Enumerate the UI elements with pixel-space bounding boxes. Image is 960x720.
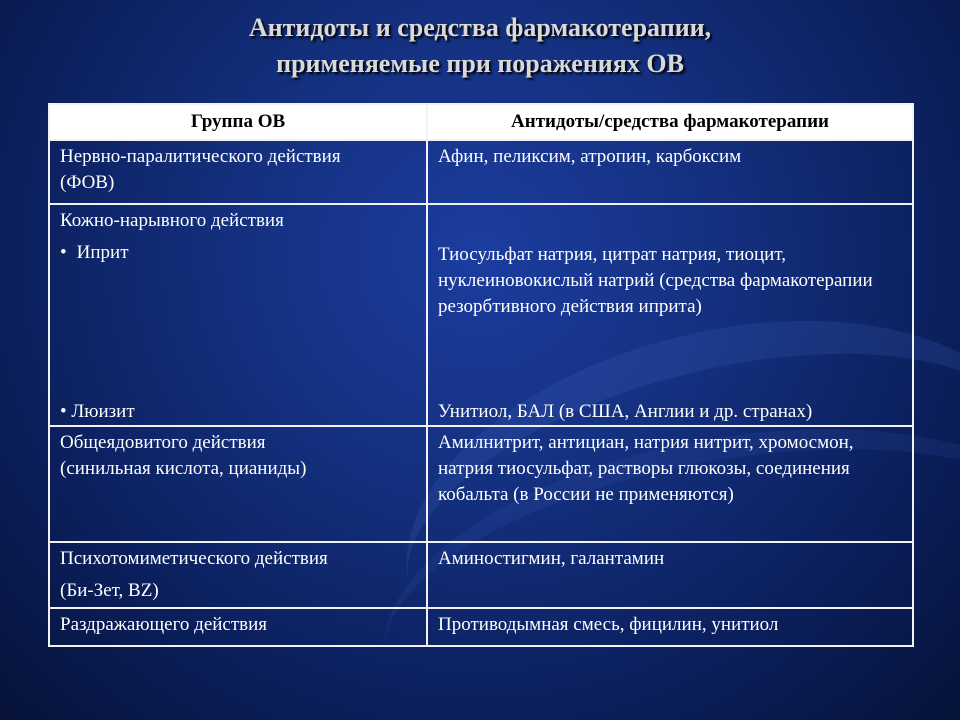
cell-antidotes-psychotomimetic-agents: Аминостигмин, галантамин: [427, 542, 913, 608]
subgroup-mustard-label: Иприт: [76, 242, 129, 263]
cell-group-irritant-agents: Раздражающего действия: [49, 608, 427, 646]
subgroup-mustard: [60, 240, 417, 266]
table-row-psychotomimetic-agents: [49, 542, 913, 608]
group-blister-agents: Кожно-нарывного действия: [60, 210, 284, 231]
cell-group-blister-agents: [49, 204, 427, 426]
subgroup-lewisite: • Люизит: [60, 401, 135, 422]
table-row-blister-agents: [49, 204, 913, 426]
header-antidotes: Антидоты/средства фармакотерапии: [427, 104, 913, 140]
cell-group-nerve-agents: [49, 140, 427, 204]
slide-title-line-2: применяемые при поражениях ОВ: [276, 49, 684, 78]
table-row-blood-agents: [49, 426, 913, 542]
table-row-nerve-agents: [49, 140, 913, 204]
group-psychotomimetic-line-1: Психотомиметического действия: [60, 548, 328, 569]
group-blood-agents-line-1: Общеядовитого действия: [60, 432, 266, 453]
group-blood-agents-line-2: (синильная кислота, цианиды): [60, 458, 307, 479]
cell-antidotes-irritant-agents: Противодымная смесь, фицилин, унитиол: [427, 608, 913, 646]
header-agent-group: Группа ОВ: [49, 104, 427, 140]
table-header-row: [49, 104, 913, 140]
antidotes-table: [48, 103, 914, 647]
antidotes-lewisite: Унитиол, БАЛ (в США, Англии и др. странах): [438, 401, 813, 422]
slide-title-line-1: Антидоты и средства фармакотерапии,: [248, 13, 712, 42]
antidotes-mustard: Тиосульфат натрия, цитрат натрия, тиоцит, нуклеиновокислый натрий (средства фармакотерапии резорбтивного действия иприта): [438, 244, 873, 317]
cell-group-psychotomimetic-agents: [49, 542, 427, 608]
slide-title: [0, 10, 960, 82]
group-nerve-agents-line-2: (ФОВ): [60, 172, 115, 193]
cell-antidotes-nerve-agents: Афин, пеликсим, атропин, карбоксим: [427, 140, 913, 204]
cell-antidotes-blood-agents: Амилнитрит, антициан, натрия нитрит, хромосмон, натрия тиосульфат, растворы глюкозы, соединения кобальта (в России не применяются): [427, 426, 913, 542]
group-nerve-agents-line-1: Нервно-паралитического действия: [60, 146, 341, 167]
subgroup-mustard-bullet: •: [60, 242, 67, 263]
group-psychotomimetic-line-2: (Би-Зет, BZ): [60, 580, 159, 601]
cell-group-blood-agents: [49, 426, 427, 542]
cell-antidotes-blister-agents: [427, 204, 913, 426]
table-row-irritant-agents: [49, 608, 913, 646]
